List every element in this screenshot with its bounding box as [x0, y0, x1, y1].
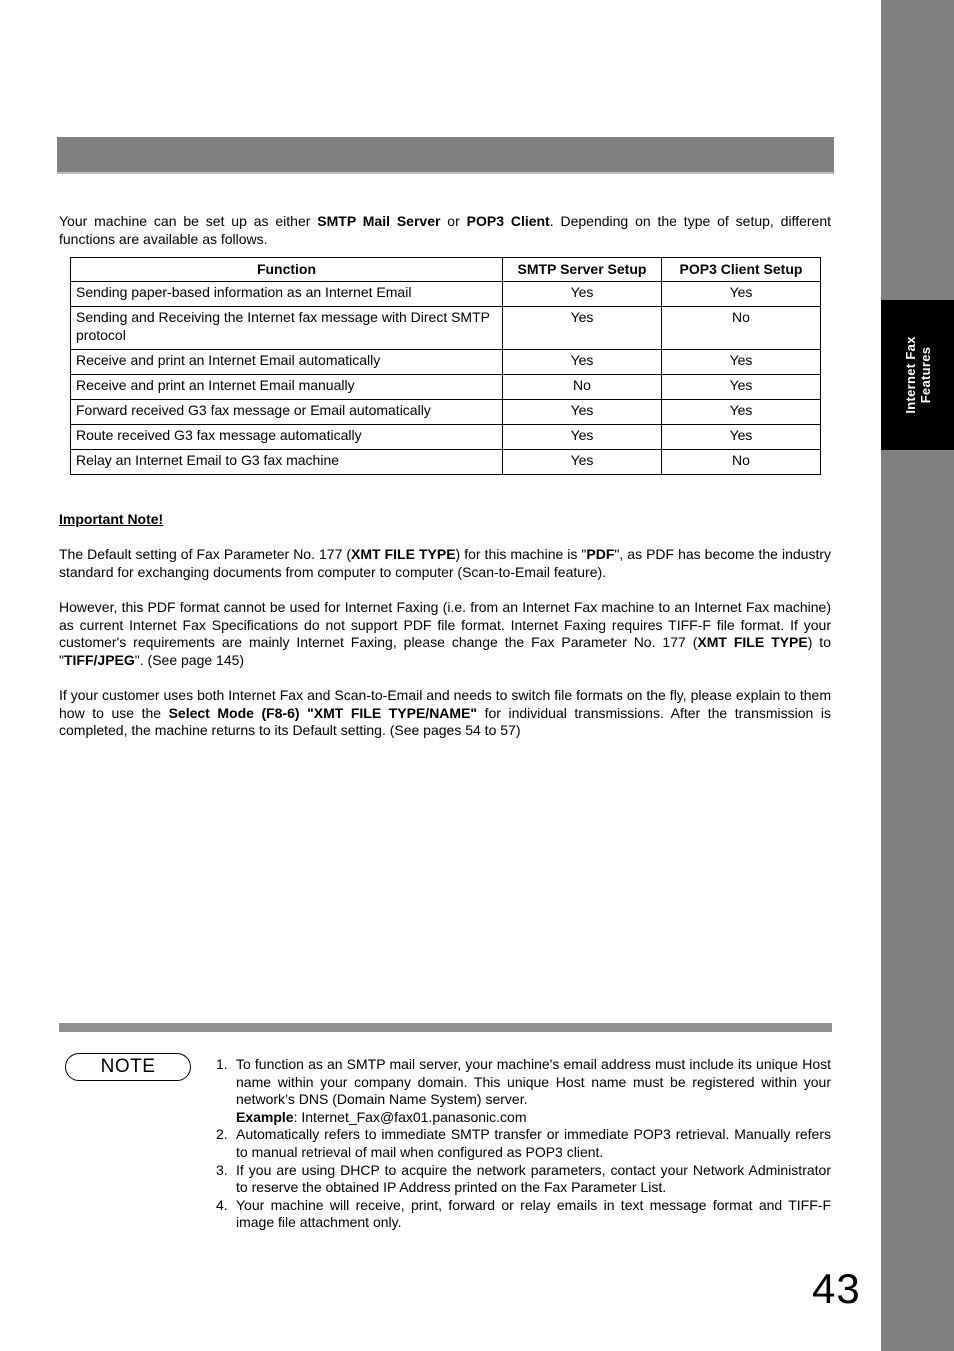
cell-smtp: Yes — [503, 450, 662, 475]
cell-smtp: Yes — [503, 282, 662, 307]
table-row — [71, 307, 821, 350]
intro-paragraph: Your machine can be set up as either SMTP Mail Server or POP3 Client. Depending on the type of setup, different functions are available as follows. — [59, 213, 831, 247]
section-tab — [881, 300, 954, 450]
example-label: Example — [236, 1108, 294, 1125]
cell-smtp: Yes — [503, 307, 662, 350]
cell-pop3: Yes — [662, 375, 821, 400]
item-text: If you are using DHCP to acquire the network parameters, contact your Network Administrator to reserve the obtained IP Address printed on the Fax Parameter List. — [236, 1161, 831, 1196]
item-text: To function as an SMTP mail server, your machine's email address must include its unique Host name within your company domain. This unique Host name must be registered within your network’s DNS (Domain Name System) server. — [236, 1056, 831, 1108]
item-text: Your machine will receive, print, forward or relay emails in text message format and TIFF-F image file attachment only. — [236, 1196, 831, 1231]
item-number: 2. — [216, 1126, 228, 1143]
header-function: Function — [71, 258, 503, 282]
cell-function: Forward received G3 fax message or Email automatically — [71, 400, 503, 425]
header-bar — [57, 137, 834, 172]
cell-smtp: No — [503, 375, 662, 400]
cell-function: Receive and print an Internet Email manually — [71, 375, 503, 400]
example-value: : Internet_Fax@fax01.panasonic.com — [293, 1108, 527, 1125]
list-item — [216, 1162, 831, 1197]
list-item — [216, 1126, 831, 1161]
list-item — [216, 1197, 831, 1232]
important-paragraph-2: However, this PDF format cannot be used for Internet Faxing (i.e. from an Internet Fax machine to an Internet Fax machine) as current Internet Fax Specifications do not support PDF file format. Internet Faxing requires TIFF-F file format. If your customer's requirements are mainly Internet Faxing, please change the Fax Parameter No. 177 (XMT FILE TYPE) to "TIFF/JPEG". (See page 145) — [59, 599, 831, 668]
function-table — [70, 257, 821, 475]
cell-function: Sending and Receiving the Internet fax message with Direct SMTP protocol — [71, 307, 503, 350]
note-badge: NOTE — [65, 1053, 191, 1081]
table-row — [71, 350, 821, 375]
section-tab-label: Internet Fax Features — [902, 336, 933, 414]
table-header-row — [71, 258, 821, 282]
cell-smtp: Yes — [503, 400, 662, 425]
header-bar-underline — [57, 172, 834, 174]
item-number: 1. — [216, 1056, 228, 1072]
cell-function: Sending paper-based information as an Internet Email — [71, 282, 503, 307]
list-item — [216, 1056, 831, 1126]
important-paragraph-1: The Default setting of Fax Parameter No. 177 (XMT FILE TYPE) for this machine is "PDF", as PDF has become the industry standard for exchanging documents from computer to computer (Scan-to-Email feature). — [59, 546, 832, 580]
note-list — [216, 1056, 831, 1232]
cell-pop3: Yes — [662, 425, 821, 450]
header-smtp: SMTP Server Setup — [503, 258, 662, 282]
cell-function: Receive and print an Internet Email automatically — [71, 350, 503, 375]
cell-function: Relay an Internet Email to G3 fax machine — [71, 450, 503, 475]
cell-pop3: Yes — [662, 282, 821, 307]
table-row — [71, 450, 821, 475]
note-divider — [59, 1023, 832, 1032]
cell-pop3: No — [662, 450, 821, 475]
cell-function: Route received G3 fax message automatically — [71, 425, 503, 450]
important-note-title: Important Note! — [59, 511, 164, 527]
item-text: Automatically refers to immediate SMTP transfer or immediate POP3 retrieval. Manually refers to manual retrieval of mail when configured as POP3 client. — [236, 1126, 831, 1160]
table-row — [71, 282, 821, 307]
cell-pop3: No — [662, 307, 821, 350]
cell-pop3: Yes — [662, 400, 821, 425]
header-pop3: POP3 Client Setup — [662, 258, 821, 282]
cell-pop3: Yes — [662, 350, 821, 375]
table-row — [71, 425, 821, 450]
side-strip — [881, 0, 954, 1351]
item-number: 4. — [216, 1196, 228, 1213]
item-number: 3. — [216, 1161, 228, 1178]
cell-smtp: Yes — [503, 350, 662, 375]
page-number: 43 — [812, 1265, 861, 1312]
table-row — [71, 400, 821, 425]
table-row — [71, 375, 821, 400]
important-paragraph-3: If your customer uses both Internet Fax and Scan-to-Email and needs to switch file formats on the fly, please explain to them how to use the Select Mode (F8-6) "XMT FILE TYPE/NAME" for individual transmissions. After the transmission is completed, the machine returns to its Default setting. (See pages 54 to 57) — [59, 687, 831, 738]
cell-smtp: Yes — [503, 425, 662, 450]
